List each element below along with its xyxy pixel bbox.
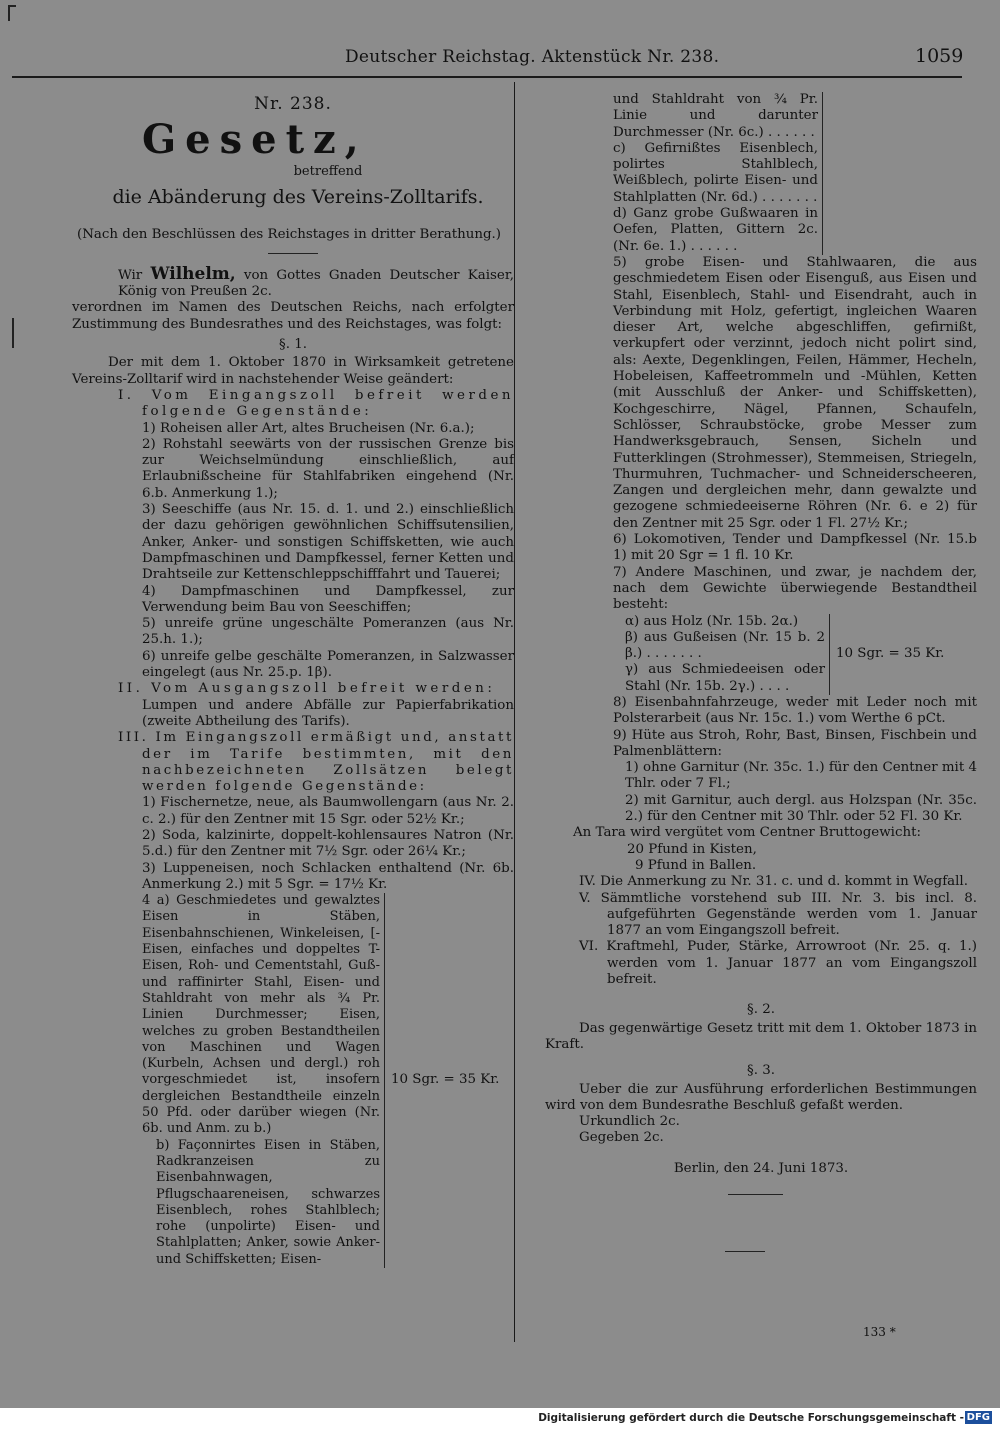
section-2-text: Das gegenwärtige Gesetz tritt mit dem 1. Oktober 1873 in Kraft. bbox=[545, 1020, 977, 1052]
corner-mark bbox=[8, 5, 16, 21]
section-1-heading: §. 1. bbox=[279, 337, 307, 353]
preamble-rest: von Gottes Gnaden Deutscher Kaiser, König von Preußen 2c. bbox=[118, 267, 515, 300]
item-4-rate: 10 Sgr. = 35 Kr. bbox=[391, 1072, 500, 1088]
part-i-item: 1) Roheisen aller Art, altes Brucheisen (Nr. 6.a.); bbox=[142, 420, 475, 436]
dfg-logo: DFG bbox=[966, 1412, 990, 1423]
item-4c: c) Gefirnißtes Eisenblech, polirtes Stahlblech, Weißblech, polirte Eisen- und Stahlplatten (Nr. 6d.) . . . . . . . bbox=[613, 141, 823, 206]
resolution-note: (Nach den Beschlüssen des Reichstages in dritter Berathung.) bbox=[76, 226, 501, 242]
part-iii-item: 1) Fischernetze, neue, als Baumwollengarn (aus Nr. 2. c. 2.) für den Zentner mit 15 Sgr. oder 52½ Kr.; bbox=[142, 795, 514, 827]
part-vi: VI. Kraftmehl, Puder, Stärke, Arrowroot (Nr. 25. q. 1.) werden vom 1. Januar 1877 an vom Eingangszoll befreit. bbox=[579, 939, 977, 988]
right-column bbox=[545, 92, 977, 1177]
page-header bbox=[0, 45, 1000, 71]
page-number: 1059 bbox=[915, 45, 964, 67]
item-7-rate: 10 Sgr. = 35 Kr. bbox=[836, 646, 945, 662]
header-title: Deutscher Reichstag. Aktenstück Nr. 238. bbox=[345, 47, 720, 67]
closing-rule bbox=[728, 1194, 783, 1195]
gegeben: Gegeben 2c. bbox=[579, 1130, 664, 1146]
urkundlich: Urkundlich 2c. bbox=[579, 1114, 680, 1130]
doc-number: Nr. 238. bbox=[254, 94, 332, 114]
section-3-text: Ueber die zur Ausführung erforderlichen Bestimmungen wird von dem Bundesrathe Beschluß gefaßt werden. bbox=[545, 1081, 977, 1113]
section-2-heading: §. 2. bbox=[747, 1002, 775, 1018]
column-rule bbox=[514, 82, 515, 1342]
doc-title: Gesetz, bbox=[142, 116, 368, 164]
title-divider bbox=[268, 253, 318, 254]
section-3-heading: §. 3. bbox=[747, 1063, 775, 1079]
item-4a: 4 a) Geschmiedetes und gewalztes Eisen in Stäben, Eisenbahnschienen, Winkeleisen, [-Eisen, einfaches und doppeltes T-Eisen, Roh- und Cementstahl, Guß- und raffinirter Stahl, Eisen- und Stahldraht von mehr als ¾ Pr. Linien Durchmesser; Eisen, welches zu groben Bestandtheilen von Maschinen und Wagen (Kurbeln, Achsen und dergl.) roh vorgeschmiedet ist, insofern dergleichen Bestandtheile einzeln 50 Pfd. oder darüber wiegen (Nr. 6b. und Anm. zu b.) bbox=[142, 893, 380, 1137]
item-7-group bbox=[545, 614, 977, 695]
item-7-subitem: β) aus Gußeisen (Nr. 15 b. 2 β.) . . . . . . . bbox=[625, 629, 825, 662]
item-8: 8) Eisenbahnfahrzeuge, weder mit Leder noch mit Polsterarbeit (aus Nr. 15c. 1.) vom Werthe 6 pCt. bbox=[613, 694, 977, 727]
part-i-item: 2) Rohstahl seewärts von der russischen Grenze bis zur Weichselmündung einschließlich, auf Erlaubnißscheine für Stahlfabriken eingehend (Nr. 6.b. Anmerkung 1.); bbox=[142, 436, 514, 501]
item-9: 9) Hüte aus Stroh, Rohr, Bast, Binsen, Fischbein und Palmenblättern: bbox=[613, 727, 977, 759]
betreffend-label: betreffend bbox=[293, 164, 363, 180]
part-iii-item: 3) Luppeneisen, noch Schlacken enthaltend (Nr. 6b. Anmerkung 2.) mit 5 Sgr. = 17½ Kr. bbox=[142, 860, 514, 892]
part-iii-list bbox=[72, 795, 514, 893]
item-6: 6) Lokomotiven, Tender und Dampfkessel (Nr. 15.b 1) mit 20 Sgr = 1 fl. 10 Kr. bbox=[613, 532, 977, 564]
signature-number: 133 * bbox=[863, 1325, 896, 1339]
left-column bbox=[72, 92, 514, 1268]
item-4-texts bbox=[142, 893, 385, 1268]
section-1-intro: Der mit dem 1. Oktober 1870 in Wirksamkeit getretene Vereins-Zolltarif wird in nachstehender Weise geändert: bbox=[72, 355, 514, 387]
item-4-continuation-group bbox=[545, 92, 823, 255]
item-7-subitems bbox=[625, 614, 830, 695]
part-i-item: 3) Seeschiffe (aus Nr. 15. d. 1. und 2.) einschließlich der dazu gehörigen gewöhnlichen Schiffsutensilien, Anker, Anker- und sonstigen Schiffsketten, wie auch Dampfmaschinen und Dampfkessel, ferner Ketten und Drahtseile zur Kettenschleppschifffahrt und Tauerei; bbox=[142, 502, 514, 583]
part-iii-item: 2) Soda, kalzinirte, doppelt-kohlensaures Natron (Nr. 5.d.) für den Zentner mit 7½ Sgr. oder 26¼ Kr.; bbox=[142, 827, 514, 860]
digitization-notice: Digitalisierung gefördert durch die Deutsche Forschungsgemeinschaft - bbox=[538, 1412, 964, 1424]
margin-mark bbox=[12, 318, 14, 348]
item-7-subitem: α) aus Holz (Nr. 15b. 2α.) bbox=[625, 613, 799, 629]
part-i-list bbox=[72, 421, 514, 682]
item-4b: b) Façonnirtes Eisen in Stäben, Radkranzeisen zu Eisenbahnwagen, Pflugschaareneisen, schwarzes Eisenblech, rohes Stahlblech; rohe (unpolirte) Eisen- und Stahlplatten; Anker, sowie Anker- und Schiffsketten; Eisen- bbox=[156, 1137, 380, 1267]
preamble bbox=[72, 263, 515, 301]
tara-text: An Tara wird vergütet vom Centner Bruttogewicht: bbox=[573, 825, 921, 841]
tara-bales: 9 Pfund in Ballen. bbox=[635, 857, 757, 873]
part-i-item: 5) unreife grüne ungeschälte Pomeranzen (aus Nr. 25.h. 1.); bbox=[142, 616, 514, 648]
part-i-heading: I. Vom Eingangszoll befreit werden folgende Gegenstände: bbox=[118, 387, 514, 420]
part-i-item: 6) unreife gelbe geschälte Pomeranzen, in Salzwasser eingelegt (aus Nr. 25.p. 1β). bbox=[142, 648, 514, 681]
part-iii-heading: III. Im Eingangszoll ermäßigt und, anstatt der im Tarife bestimmten, mit den nachbezeichneten Zollsätzen belegt werden folgende Gegenstände: bbox=[118, 730, 514, 795]
end-rule bbox=[725, 1251, 765, 1252]
enactment-clause: verordnen im Namen des Deutschen Reichs, nach erfolgter Zustimmung des Bundesrathes und des Reichstages, was folgt: bbox=[72, 300, 514, 332]
item-9-subitem: 1) ohne Garnitur (Nr. 35c. 1.) für den Centner mit 4 Thlr. oder 7 Fl.; bbox=[625, 760, 977, 792]
item-7: 7) Andere Maschinen, und zwar, je nachdem der, nach dem Gewichte überwiegende Bestandtheil besteht: bbox=[613, 564, 977, 613]
part-v: V. Sämmtliche vorstehend sub III. Nr. 3. bis incl. 8. aufgeführten Gegenstände werden vom 1. Januar 1877 an vom Eingangszoll befreit. bbox=[579, 890, 977, 939]
item-4-group bbox=[72, 893, 514, 1268]
item-7-subitem: γ) aus Schmiedeeisen oder Stahl (Nr. 15b. 2γ.) . . . . bbox=[625, 662, 825, 694]
item-9-subitem: 2) mit Garnitur, auch dergl. aus Holzspan (Nr. 35c. 2.) für den Centner mit 30 Thlr. oder 52 Fl. 30 Kr. bbox=[625, 792, 977, 825]
item-9-list bbox=[545, 760, 977, 825]
item-4-continuation: und Stahldraht von ¾ Pr. Linie und darunter Durchmesser (Nr. 6c.) . . . . . . bbox=[613, 92, 823, 141]
tara-chests: 20 Pfund in Kisten, bbox=[627, 841, 757, 857]
place-date: Berlin, den 24. Juni 1873. bbox=[673, 1160, 849, 1176]
header-rule bbox=[12, 76, 962, 78]
part-iv: IV. Die Anmerkung zu Nr. 31. c. und d. kommt in Wegfall. bbox=[579, 874, 968, 890]
part-ii-text: Lumpen und andere Abfälle zur Papierfabrikation (zweite Abtheilung des Tarifs). bbox=[142, 697, 514, 729]
preamble-we: Wir bbox=[118, 267, 151, 283]
doc-subject: die Abänderung des Vereins-Zolltarifs. bbox=[112, 185, 484, 208]
item-4d: d) Ganz grobe Gußwaaren in Oefen, Platten, Gittern 2c. (Nr. 6e. 1.) . . . . . . bbox=[613, 206, 823, 255]
emperor-name: Wilhelm, bbox=[150, 263, 236, 284]
part-i-item: 4) Dampfmaschinen und Dampfkessel, zur Verwendung beim Bau von Seeschiffen; bbox=[142, 583, 514, 615]
item-5: 5) grobe Eisen- und Stahlwaaren, die aus geschmiedetem Eisen oder Eisenguß, aus Eisen und Stahl, Eisenblech, Stahl- und Eisendraht, auch in Verbindung mit Holz, gefertigt, ingleichen Waaren dieser Art, welche abgeschliffen, gefirnißt, verkupfert oder verzinnt, jedoch nicht polirt sind, als: Aexte, Degenklingen, Feilen, Hämmer, Hecheln, Hobeleisen, Kaffeetrommeln und -Mühlen, Ketten (mit Ausschluß der Anker- und Schiffsketten), Kochgeschirre, Nägel, Pfannen, Schaufeln, Schlösser, Schraubstöcke, grobe Messer zum Handwerksgebrauch, Sensen, Sicheln und Futterklingen (Strohmesser), Stemmeisen, Striegeln, Thurmuhren, Tuchmacher- und Schneiderscheeren, Zangen und dergleichen mehr, dann gewalzte und gezogene schmiedeeiserne Röhren (Nr. 6. e 2) für den Zentner mit 25 Sgr. oder 1 Fl. 27½ Kr.; bbox=[613, 254, 977, 531]
part-ii-heading: II. Vom Ausgangszoll befreit werden: bbox=[118, 681, 496, 697]
